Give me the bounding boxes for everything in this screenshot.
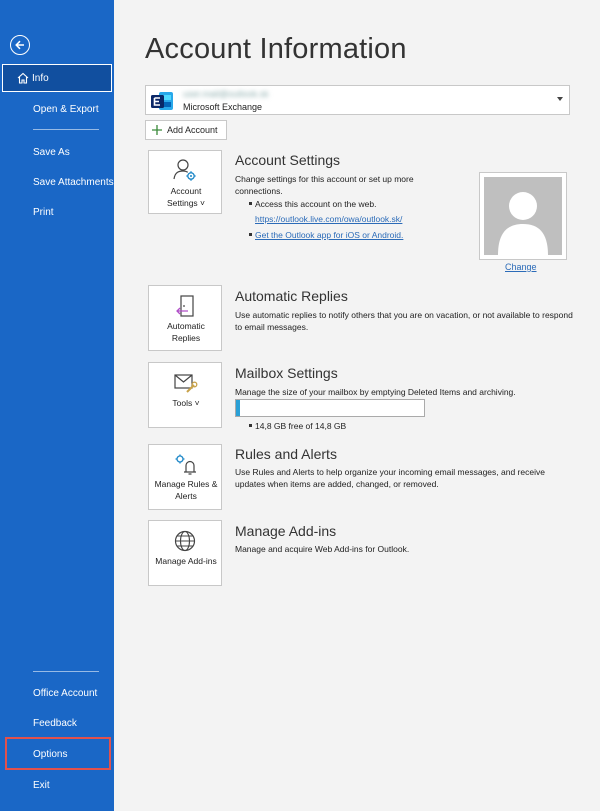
user-gear-icon [172, 157, 198, 183]
manage-add-ins-description: Manage and acquire Web Add-ins for Outlook. [235, 544, 410, 554]
page-title: Account Information [145, 33, 407, 65]
account-info-panel [114, 0, 600, 811]
account-settings-button[interactable] [148, 150, 222, 214]
sidebar-item-open-export[interactable] [0, 95, 114, 123]
sidebar-item-label: Print [33, 206, 54, 218]
tile-label: Manage Add-ins [155, 556, 217, 566]
sidebar-item-exit[interactable] [0, 771, 114, 799]
web-access-bullet: Access this account on the web. [255, 199, 377, 209]
sidebar-divider [33, 671, 99, 672]
outlook-web-link[interactable]: https://outlook.live.com/owa/outlook.sk/ [255, 214, 403, 224]
sidebar-item-feedback[interactable] [0, 709, 114, 737]
automatic-replies-button[interactable] [148, 285, 222, 351]
sidebar-item-label: Info [32, 72, 49, 84]
add-account-label: Add Account [167, 125, 218, 135]
mailbox-tools-icon [172, 371, 198, 395]
sidebar-item-save-as[interactable] [0, 138, 114, 166]
sidebar-item-label: Save Attachments [33, 176, 114, 188]
automatic-replies-title: Automatic Replies [235, 288, 348, 304]
manage-add-ins-title: Manage Add-ins [235, 523, 337, 539]
rules-bell-icon [172, 452, 198, 476]
arrow-left-icon [14, 39, 26, 51]
sidebar-item-save-attachments[interactable] [0, 168, 114, 196]
home-icon [16, 71, 30, 85]
storage-text: 14,8 GB free of 14,8 GB [255, 421, 347, 431]
manage-add-ins-button[interactable] [148, 520, 222, 586]
sidebar-item-label: Feedback [33, 717, 77, 729]
tile-label: Account Settings ˅ [166, 186, 206, 208]
globe-icon [173, 529, 197, 553]
sidebar-item-options[interactable] [0, 740, 114, 768]
account-email: user.mail@outlook.sk [183, 89, 269, 99]
add-account-button[interactable] [145, 120, 227, 140]
automatic-replies-description: Use automatic replies to notify others that you are on vacation, or not available to respond to email messages. [235, 310, 573, 332]
mailbox-settings-title: Mailbox Settings [235, 365, 338, 381]
sidebar-item-label: Save As [33, 146, 70, 158]
outlook-app-link[interactable]: Get the Outlook app for iOS or Android. [255, 230, 404, 240]
mailbox-usage-bar [235, 399, 425, 417]
account-type: Microsoft Exchange [183, 102, 263, 112]
account-selector[interactable] [145, 85, 570, 115]
tile-label: Automatic Replies [167, 321, 205, 343]
sidebar-item-label: Office Account [33, 687, 98, 699]
mailbox-usage-fill [236, 400, 240, 416]
manage-rules-alerts-button[interactable] [148, 444, 222, 510]
account-settings-description: Change settings for this account or set up more connections. [235, 174, 414, 196]
sidebar-item-print[interactable] [0, 198, 114, 226]
rules-alerts-description: Use Rules and Alerts to help organize your incoming email messages, and receive updates when items are added, changed, or removed. [235, 467, 545, 489]
sidebar-item-label: Exit [33, 779, 50, 791]
back-button[interactable] [10, 35, 30, 55]
mailbox-settings-description: Manage the size of your mailbox by emptying Deleted Items and archiving. [235, 387, 516, 397]
chevron-down-icon [557, 97, 563, 101]
sidebar-item-office-account[interactable] [0, 679, 114, 707]
rules-alerts-title: Rules and Alerts [235, 446, 337, 462]
tile-label: Tools ˅ [172, 398, 200, 408]
exchange-icon [150, 89, 174, 113]
tools-button[interactable] [148, 362, 222, 428]
tile-label: Manage Rules & Alerts [154, 479, 218, 501]
plus-icon [151, 124, 163, 136]
account-settings-title: Account Settings [235, 152, 341, 168]
sidebar-item-info[interactable] [2, 64, 112, 92]
profile-photo [479, 172, 567, 260]
user-silhouette-icon [484, 177, 562, 255]
backstage-sidebar [0, 0, 114, 811]
sidebar-item-label: Open & Export [33, 103, 99, 115]
door-arrow-icon [173, 294, 197, 318]
sidebar-item-label: Options [33, 748, 68, 760]
change-photo-link[interactable]: Change [505, 262, 537, 272]
sidebar-divider [33, 129, 99, 130]
